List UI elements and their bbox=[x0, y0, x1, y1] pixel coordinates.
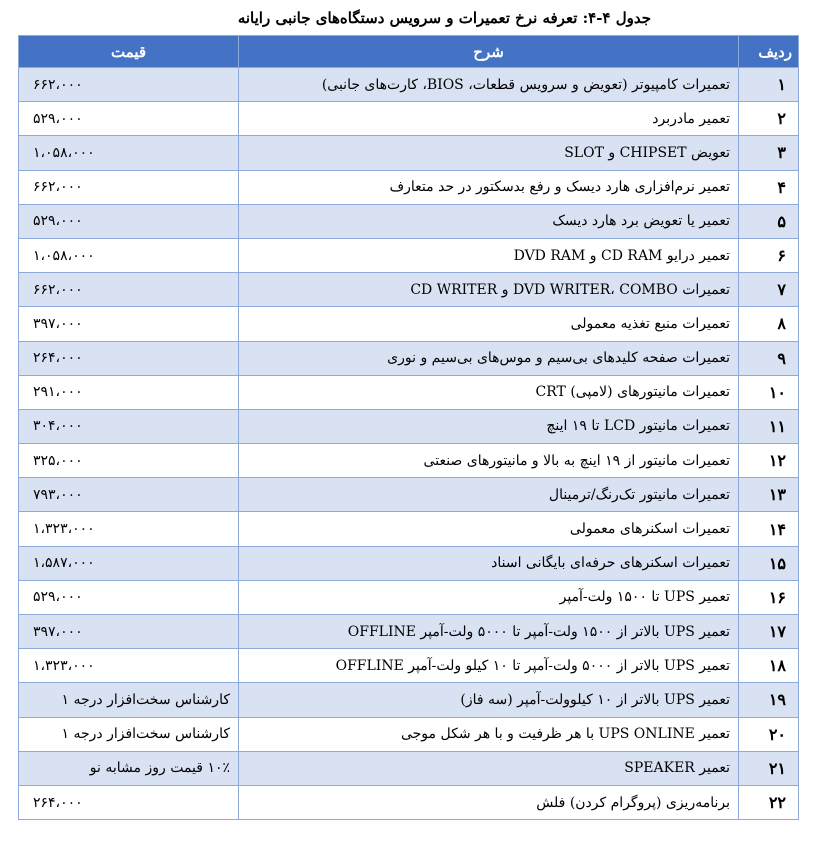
row-description: تعمیر یا تعویض برد هارد دیسک bbox=[239, 204, 739, 238]
header-description: شرح bbox=[239, 36, 739, 68]
row-number: ۱۰ bbox=[739, 375, 799, 409]
row-price: ۲۶۴،۰۰۰ bbox=[19, 341, 239, 375]
table-row bbox=[19, 341, 799, 375]
table-row bbox=[19, 68, 799, 102]
row-price: ۲۹۱،۰۰۰ bbox=[19, 375, 239, 409]
table-row bbox=[19, 478, 799, 512]
row-price: ۱،۳۲۳،۰۰۰ bbox=[19, 512, 239, 546]
row-number: ۲ bbox=[739, 102, 799, 136]
row-number: ۱۷ bbox=[739, 615, 799, 649]
header-price: قیمت bbox=[19, 36, 239, 68]
row-description: تعمیرات صفحه کلیدهای بی‌سیم و موس‌های بی‌سیم و نوری bbox=[239, 341, 739, 375]
row-description: تعمیر UPS تا ۱۵۰۰ ولت-آمپر bbox=[239, 580, 739, 614]
table-row bbox=[19, 170, 799, 204]
row-price: ۳۹۷،۰۰۰ bbox=[19, 615, 239, 649]
table-header-row bbox=[19, 36, 799, 68]
row-number: ۹ bbox=[739, 341, 799, 375]
row-number: ۸ bbox=[739, 307, 799, 341]
row-number: ۱۴ bbox=[739, 512, 799, 546]
row-price: کارشناس سخت‌افزار درجه ۱ bbox=[19, 717, 239, 751]
row-description: تعمیر UPS ONLINE با هر ظرفیت و با هر شکل موجی bbox=[239, 717, 739, 751]
table-caption: جدول ۴-۴: تعرفه نرخ تعمیرات و سرویس دستگاه‌های جانبی رایانه bbox=[237, 9, 651, 27]
table-row bbox=[19, 785, 799, 819]
table-body bbox=[19, 68, 799, 820]
row-price: ۱،۳۲۳،۰۰۰ bbox=[19, 649, 239, 683]
row-price: ۷۹۳،۰۰۰ bbox=[19, 478, 239, 512]
table-row bbox=[19, 136, 799, 170]
table-row bbox=[19, 512, 799, 546]
row-number: ۱۸ bbox=[739, 649, 799, 683]
row-number: ۱۵ bbox=[739, 546, 799, 580]
row-number: ۷ bbox=[739, 273, 799, 307]
row-number: ۶ bbox=[739, 238, 799, 272]
table-row bbox=[19, 683, 799, 717]
row-description: تعمیر UPS بالاتر از ۵۰۰۰ ولت-آمپر تا ۱۰ کیلو ولت-آمپر OFFLINE bbox=[239, 649, 739, 683]
row-number: ۱۲ bbox=[739, 444, 799, 478]
row-price: ۱،۵۸۷،۰۰۰ bbox=[19, 546, 239, 580]
table-row bbox=[19, 273, 799, 307]
table-row bbox=[19, 409, 799, 443]
row-number: ۴ bbox=[739, 170, 799, 204]
table-row bbox=[19, 238, 799, 272]
row-description: تعمیرات اسکنرهای حرفه‌ای بایگانی اسناد bbox=[239, 546, 739, 580]
row-description: تعمیرات اسکنرهای معمولی bbox=[239, 512, 739, 546]
row-description: تعمیر UPS بالاتر از ۱۵۰۰ ولت-آمپر تا ۵۰۰۰ ولت-آمپر OFFLINE bbox=[239, 615, 739, 649]
row-number: ۱۶ bbox=[739, 580, 799, 614]
row-number: ۲۱ bbox=[739, 751, 799, 785]
row-description: تعمیر UPS بالاتر از ۱۰ کیلوولت-آمپر (سه فاز) bbox=[239, 683, 739, 717]
row-number: ۳ bbox=[739, 136, 799, 170]
row-number: ۱ bbox=[739, 68, 799, 102]
table-row bbox=[19, 615, 799, 649]
row-number: ۲۲ bbox=[739, 785, 799, 819]
row-price: ۳۲۵،۰۰۰ bbox=[19, 444, 239, 478]
row-price: ۳۰۴،۰۰۰ bbox=[19, 409, 239, 443]
row-price: ۳۹۷،۰۰۰ bbox=[19, 307, 239, 341]
row-description: تعمیرات کامپیوتر (تعویض و سرویس قطعات، BIOS، کارت‌های جانبی) bbox=[239, 68, 739, 102]
row-number: ۱۱ bbox=[739, 409, 799, 443]
row-number: ۲۰ bbox=[739, 717, 799, 751]
row-number: ۵ bbox=[739, 204, 799, 238]
row-price: ۱،۰۵۸،۰۰۰ bbox=[19, 238, 239, 272]
row-description: برنامه‌ریزی (پروگرام کردن) فلش bbox=[239, 785, 739, 819]
table-row bbox=[19, 307, 799, 341]
table-row bbox=[19, 649, 799, 683]
row-price: ۲۶۴،۰۰۰ bbox=[19, 785, 239, 819]
row-price: ۶۶۲،۰۰۰ bbox=[19, 170, 239, 204]
header-row-number: ردیف bbox=[739, 36, 799, 68]
row-description: تعمیرات مانیتور از ۱۹ اینچ به بالا و مانیتورهای صنعتی bbox=[239, 444, 739, 478]
row-price: ۵۲۹،۰۰۰ bbox=[19, 204, 239, 238]
row-price: ۱۰٪ قیمت روز مشابه نو bbox=[19, 751, 239, 785]
row-price: ۵۲۹،۰۰۰ bbox=[19, 580, 239, 614]
row-description: تعمیرات منبع تغذیه معمولی bbox=[239, 307, 739, 341]
row-description: تعمیرات مانیتور LCD تا ۱۹ اینچ bbox=[239, 409, 739, 443]
row-price: کارشناس سخت‌افزار درجه ۱ bbox=[19, 683, 239, 717]
row-number: ۱۳ bbox=[739, 478, 799, 512]
row-price: ۶۶۲،۰۰۰ bbox=[19, 273, 239, 307]
row-price: ۵۲۹،۰۰۰ bbox=[19, 102, 239, 136]
row-description: تعمیرات مانیتورهای (لامپی) CRT bbox=[239, 375, 739, 409]
row-description: تعمیر نرم‌افزاری هارد دیسک و رفع بدسکتور در حد متعارف bbox=[239, 170, 739, 204]
table-row bbox=[19, 580, 799, 614]
row-description: تعمیر درایو CD RAM و DVD RAM bbox=[239, 238, 739, 272]
table-row bbox=[19, 717, 799, 751]
row-description: تعمیر SPEAKER bbox=[239, 751, 739, 785]
row-description: تعمیر مادربرد bbox=[239, 102, 739, 136]
row-price: ۶۶۲،۰۰۰ bbox=[19, 68, 239, 102]
row-description: تعویض CHIPSET و SLOT bbox=[239, 136, 739, 170]
row-price: ۱،۰۵۸،۰۰۰ bbox=[19, 136, 239, 170]
table-row bbox=[19, 375, 799, 409]
row-description: تعمیرات DVD WRITER، COMBO و CD WRITER bbox=[239, 273, 739, 307]
table-row bbox=[19, 102, 799, 136]
table-row bbox=[19, 546, 799, 580]
repair-tariff-table bbox=[18, 35, 799, 820]
table-row bbox=[19, 751, 799, 785]
table-row bbox=[19, 204, 799, 238]
row-number: ۱۹ bbox=[739, 683, 799, 717]
row-description: تعمیرات مانیتور تک‌رنگ/ترمینال bbox=[239, 478, 739, 512]
table-row bbox=[19, 444, 799, 478]
